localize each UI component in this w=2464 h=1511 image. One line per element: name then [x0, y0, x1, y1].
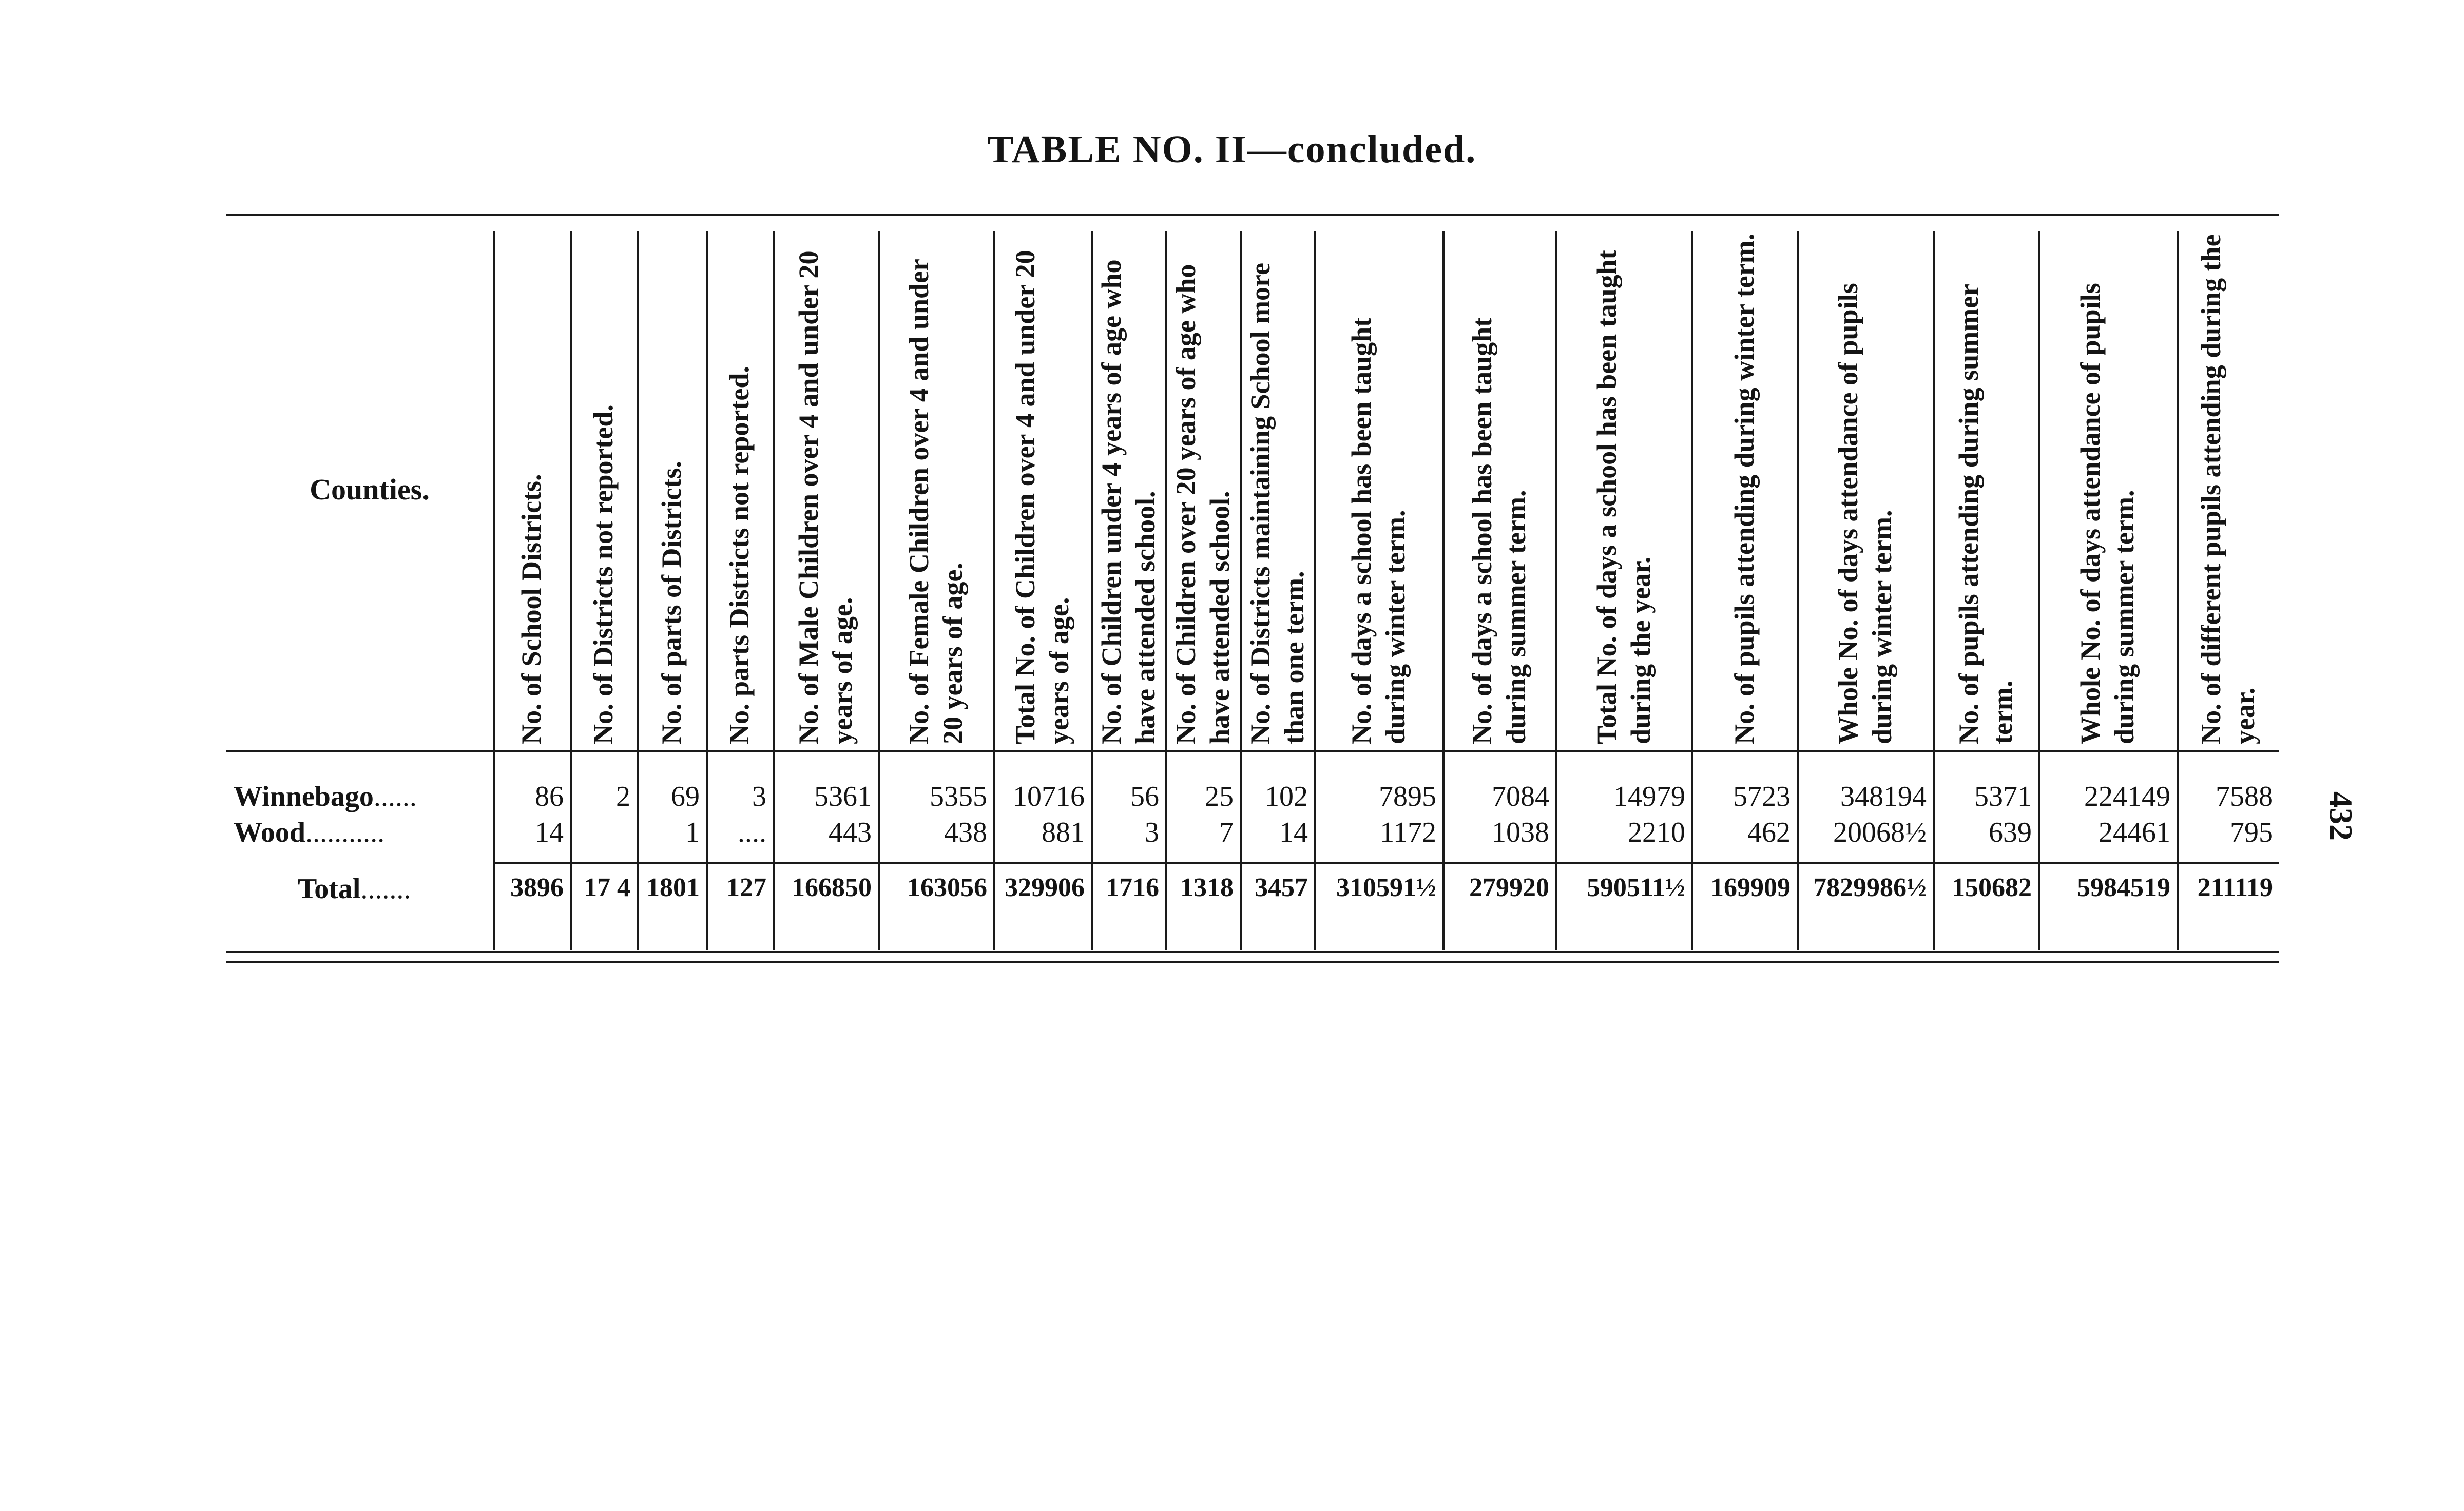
column-header-parts-of-districts — [637, 221, 706, 754]
cell-attendance-winter: 20068½ — [1833, 817, 1927, 848]
column-header-female-children — [878, 221, 993, 754]
cell-female-children: 438 — [944, 817, 987, 848]
column-header-text: No. of Districts maintaining School more than one term. — [1244, 263, 1310, 744]
cell-days-total: 2210 — [1628, 817, 1685, 848]
row-label-wood — [234, 816, 490, 849]
cell-districts-multi-term: 102 — [1265, 781, 1308, 812]
column-header-text: Whole No. of days attendance of pupils during winter term. — [1832, 283, 1897, 744]
cell-children-under-4: 1716 — [1106, 873, 1159, 902]
cell-parts-not-reported: 127 — [726, 873, 766, 902]
cell-different-pupils: 795 — [2230, 817, 2273, 848]
column-header-attendance-winter — [1797, 221, 1933, 754]
cell-total-children: 881 — [1042, 817, 1085, 848]
column-header-attendance-summer — [2038, 221, 2177, 754]
table-title: TABLE NO. II—concluded. — [987, 128, 1477, 171]
cell-parts-not-reported: 3 — [752, 781, 766, 812]
cell-total-children: 329906 — [1005, 873, 1085, 902]
cell-days-winter: 7895 — [1379, 781, 1436, 812]
cell-parts-of-districts: 1 — [685, 817, 700, 848]
column-header-text: No. of days a school has been taught during summer term. — [1467, 317, 1531, 744]
cell-pupils-summer: 5371 — [1974, 781, 2032, 812]
column-header-text: No. of Male Children over 4 and under 20 years of age. — [793, 250, 858, 744]
page-number — [2310, 765, 2372, 867]
cell-children-under-4: 3 — [1145, 817, 1159, 848]
column-header-pupils-summer — [1933, 221, 2038, 754]
county-name: Total — [298, 873, 361, 905]
column-header-text: No. of pupils attending during winter term. — [1728, 233, 1760, 744]
column-header-districts-multi-term — [1240, 221, 1314, 754]
cell-districts-multi-term: 3457 — [1255, 873, 1308, 902]
column-header-children-under-4 — [1091, 221, 1165, 754]
county-name: Winnebago — [234, 781, 374, 812]
column-header-different-pupils — [2177, 221, 2279, 754]
column-header-male-children — [773, 221, 878, 754]
counties-header: Counties. — [310, 473, 430, 506]
bottom-rule-2 — [226, 961, 2279, 963]
cell-days-total: 14979 — [1613, 781, 1685, 812]
column-header-text: No. of days a school has been taught during winter term. — [1346, 317, 1411, 744]
column-header-school-districts — [493, 221, 570, 754]
cell-attendance-summer: 24461 — [2099, 817, 2170, 848]
cell-pupils-winter: 5723 — [1733, 781, 1791, 812]
county-name: Wood — [234, 817, 306, 848]
cell-children-over-20: 25 — [1205, 781, 1234, 812]
cell-attendance-winter: 348194 — [1840, 781, 1927, 812]
leader-dots: ...... — [373, 781, 417, 812]
leader-dots: ........... — [305, 817, 385, 848]
column-header-districts-not-reported — [570, 221, 637, 754]
page-number-text: 432 — [2323, 791, 2359, 841]
top-rule — [226, 214, 2279, 216]
cell-attendance-winter: 7829986½ — [1813, 873, 1927, 902]
cell-male-children: 166850 — [792, 873, 872, 902]
cell-districts-multi-term: 14 — [1279, 817, 1308, 848]
cell-female-children: 163056 — [907, 873, 987, 902]
cell-attendance-summer: 5984519 — [2077, 873, 2170, 902]
cell-school-districts: 3896 — [510, 873, 564, 902]
column-header-text: No. of pupils attending during summer term. — [1953, 284, 2018, 744]
column-header-children-over-20 — [1165, 221, 1240, 754]
cell-districts-not-reported: 2 — [616, 781, 630, 812]
column-header-text: Whole No. of days attendance of pupils during summer term. — [2075, 283, 2140, 744]
bottom-rule-1 — [226, 951, 2279, 953]
column-header-parts-not-reported — [706, 221, 773, 754]
subtotal-rule — [493, 862, 2279, 864]
column-header-text: No. of Children under 4 years of age who have attended school. — [1095, 259, 1161, 744]
leader-dots: ....... — [360, 873, 411, 905]
cell-different-pupils: 7588 — [2216, 781, 2273, 812]
column-header-days-total — [1555, 221, 1691, 754]
cell-attendance-summer: 224149 — [2084, 781, 2170, 812]
cell-districts-not-reported: 17 4 — [584, 873, 630, 902]
column-header-text: Total No. of Children over 4 and under 20 years of age. — [1010, 250, 1074, 744]
cell-days-summer: 7084 — [1492, 781, 1549, 812]
column-header-pupils-winter — [1691, 221, 1797, 754]
cell-total-children: 10716 — [1013, 781, 1085, 812]
cell-children-over-20: 1318 — [1180, 873, 1234, 902]
column-header-days-summer — [1442, 221, 1555, 754]
cell-school-districts: 14 — [535, 817, 564, 848]
column-header-text: No. of different pupils attending during the year. — [2196, 234, 2260, 744]
cell-days-winter: 1172 — [1380, 817, 1436, 848]
cell-days-total: 590511½ — [1586, 873, 1685, 902]
column-header-text: No. parts Districts not reported. — [724, 366, 755, 744]
column-header-text: No. of Female Children over 4 and under 20 years of age. — [903, 259, 968, 744]
cell-different-pupils: 211119 — [2197, 873, 2273, 902]
column-header-text: No. of Children over 20 years of age who have attended school. — [1170, 264, 1235, 744]
cell-children-under-4: 56 — [1130, 781, 1159, 812]
cell-school-districts: 86 — [535, 781, 564, 812]
column-header-text: No. of School Districts. — [516, 474, 547, 744]
cell-days-winter: 310591½ — [1336, 873, 1436, 902]
cell-male-children: 5361 — [814, 781, 872, 812]
cell-female-children: 5355 — [930, 781, 987, 812]
cell-pupils-winter: 169909 — [1710, 873, 1791, 902]
cell-days-summer: 1038 — [1492, 817, 1549, 848]
column-header-text: Total No. of days a school has been taught during the year. — [1591, 250, 1656, 744]
cell-parts-of-districts: 1801 — [646, 873, 700, 902]
cell-pupils-winter: 462 — [1747, 817, 1791, 848]
column-header-text: No. of Districts not reported. — [588, 404, 619, 744]
cell-pupils-summer: 150682 — [1952, 873, 2032, 902]
cell-days-summer: 279920 — [1469, 873, 1549, 902]
column-header-days-winter — [1314, 221, 1442, 754]
column-header-text: No. of parts of Districts. — [656, 461, 687, 744]
column-header-total-children — [993, 221, 1091, 754]
row-label-winnebago — [234, 780, 490, 813]
cell-parts-of-districts: 69 — [671, 781, 700, 812]
cell-pupils-summer: 639 — [1989, 817, 2032, 848]
cell-male-children: 443 — [829, 817, 872, 848]
cell-children-over-20: 7 — [1219, 817, 1234, 848]
cell-parts-not-reported: .... — [738, 817, 766, 848]
